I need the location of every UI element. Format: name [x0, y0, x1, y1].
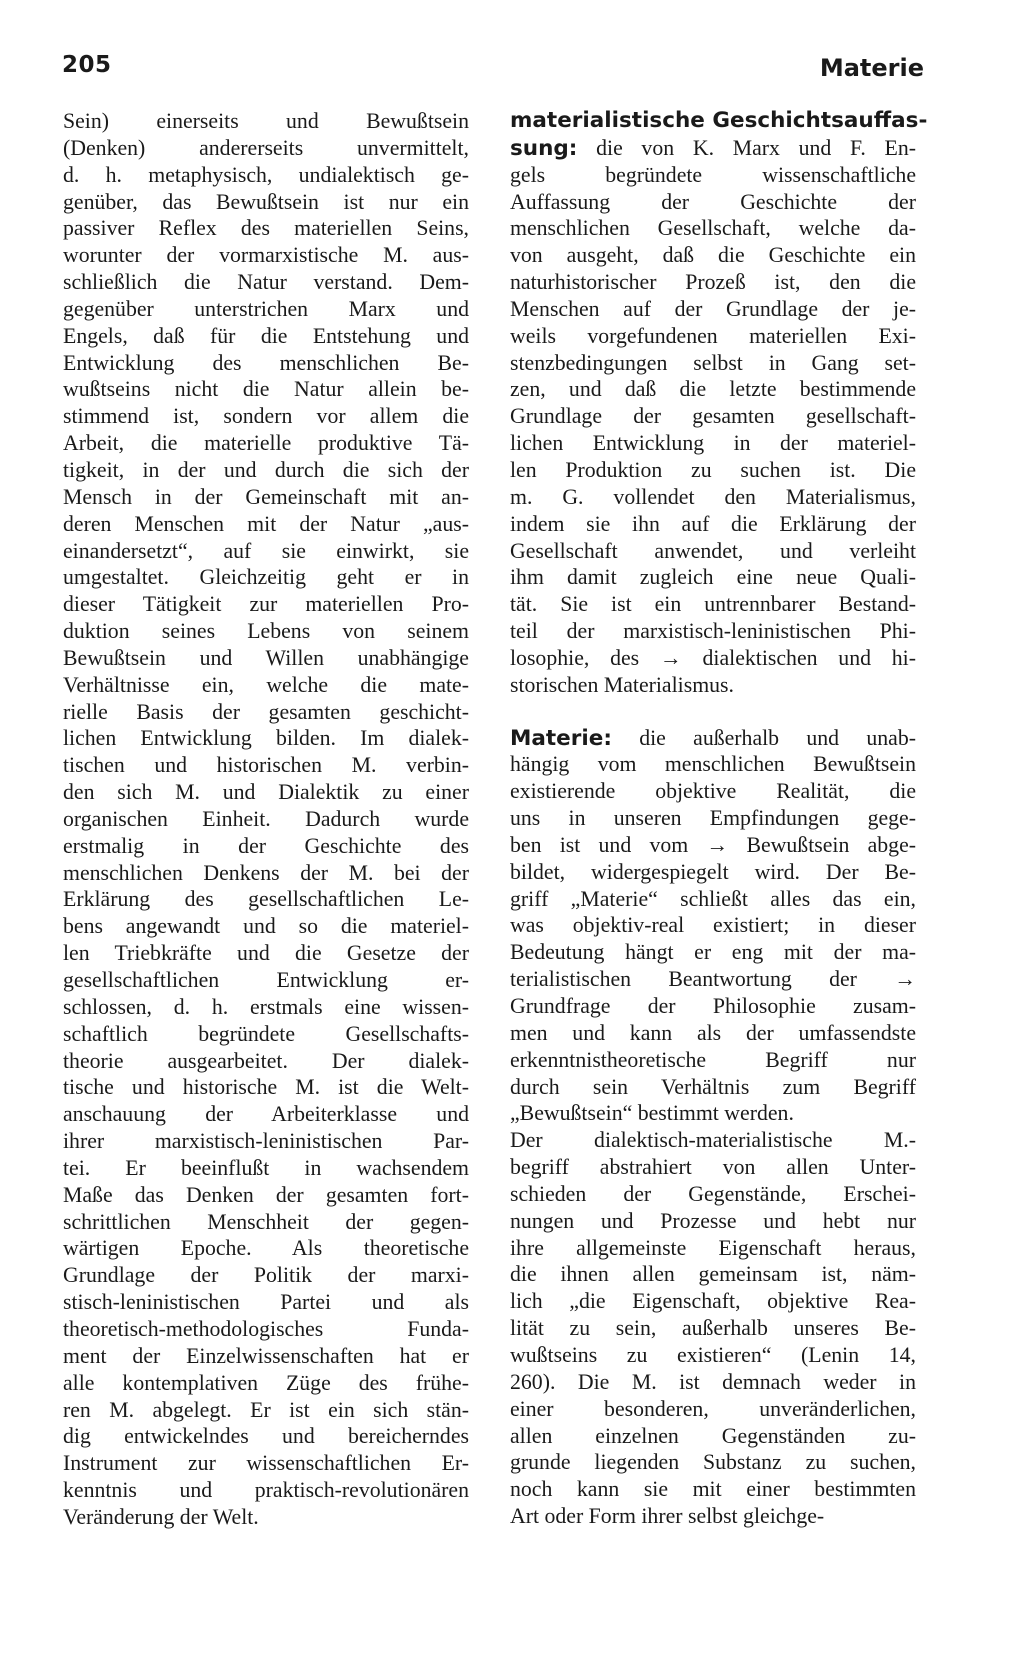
text-line: Art oder Form ihrer selbst gleichge- [510, 1504, 825, 1529]
text-line: stisch-leninistischen Partei und als [63, 1290, 469, 1315]
text-line: erstmalig in der Geschichte des [63, 833, 469, 858]
text-line: storischen Materialismus. [510, 672, 734, 697]
text-line: erkenntnistheoretische Begriff nur [510, 1047, 916, 1072]
text-line: menschlichen Denkens der M. bei der [63, 860, 469, 885]
text-line: noch kann sie mit einer bestimmten [510, 1477, 916, 1502]
text-line: tische und historische M. ist die Welt- [63, 1075, 469, 1100]
text-line: Bewußtsein und Willen unabhängige [63, 645, 469, 670]
text-line: tigkeit, in der und durch die sich der [63, 457, 469, 482]
text-line: anschauung der Arbeiterklasse und [63, 1102, 469, 1127]
text-line: duktion seines Lebens von seinem [63, 619, 469, 644]
left-column [63, 108, 469, 1531]
text-line: men und kann als der umfassendste [510, 1020, 916, 1045]
text-line: schrittlichen Menschheit der gegen- [63, 1209, 469, 1234]
text-line: was objektiv-real existiert; in dieser [510, 913, 916, 938]
text-line: weils vorgefundenen materiellen Exi- [510, 323, 916, 348]
text-line: menschlichen Gesellschaft, welche da- [510, 216, 916, 241]
text-line: Maße das Denken der gesamten fort- [63, 1182, 469, 1207]
text-line: existierende objektive Realität, die [510, 779, 916, 804]
text-line: Gesellschaft anwendet, und verleiht [510, 538, 916, 563]
text-line: Grundlage der Politik der marxi- [63, 1263, 469, 1288]
right-column [510, 108, 928, 1530]
text-line: m. G. vollendet den Materialismus, [510, 484, 916, 509]
text-line: schließlich die Natur verstand. Dem- [63, 270, 469, 295]
text-line: nungen und Prozesse und hebt nur [510, 1208, 916, 1233]
text-line: theoretisch-methodologisches Funda- [63, 1316, 469, 1341]
headword: Materie: [510, 725, 612, 751]
page-number: 205 [62, 52, 112, 78]
text-line: tischen und historischen M. verbin- [63, 753, 469, 778]
text-line: uns in unseren Empfindungen gege- [510, 806, 916, 831]
text-line: (Denken) andererseits unvermittelt, [63, 135, 469, 160]
text-line: len Produktion zu suchen ist. Die [510, 457, 916, 482]
entry-body [510, 751, 916, 1529]
text-line: tät. Sie ist ein untrennbarer Bestand- [510, 592, 916, 617]
text-line: bens angewandt und so die materiel- [63, 914, 469, 939]
text-line: lichen Entwicklung bilden. Im dialek- [63, 726, 469, 751]
text-line: Grundlage der gesamten gesellschaft- [510, 404, 916, 429]
text-line: von ausgeht, daß die Geschichte ein [510, 243, 916, 268]
text-line: kenntnis und praktisch-revolutionären [63, 1478, 469, 1503]
text-line: rielle Basis der gesamten geschicht- [63, 699, 469, 724]
text-line: naturhistorischer Prozeß ist, den die [510, 270, 916, 295]
text-line: die ihnen allen gemeinsam ist, näm- [510, 1262, 916, 1287]
entry-materie [510, 725, 916, 1530]
text-line: stenzbedingungen selbst in Gang set- [510, 350, 916, 375]
text-line: ihm damit zugleich eine neue Quali- [510, 565, 916, 590]
text-line: worunter der vormarxistische M. aus- [63, 243, 469, 268]
text-line: Verhältnisse ein, welche die mate- [63, 672, 469, 697]
text-line: Entwicklung des menschlichen Be- [63, 350, 469, 375]
text-line: dieser Tätigkeit zur materiellen Pro- [63, 592, 469, 617]
text-line: ihre allgemeinste Eigenschaft heraus, [510, 1235, 916, 1260]
text-line: alle kontemplativen Züge des frühe- [63, 1370, 469, 1395]
text-line: griff „Materie“ schließt alles das ein, [510, 886, 916, 911]
text-line: 260). Die M. ist demnach weder in [510, 1369, 916, 1394]
text-line: passiver Reflex des materiellen Seins, [63, 216, 469, 241]
text-line: schieden der Gegenstände, Erschei- [510, 1181, 916, 1206]
text-line: einer besonderen, unveränderlichen, [510, 1396, 916, 1421]
text-fragment: die von K. Marx und F. En- [596, 135, 916, 160]
text-line: len Triebkräfte und die Gesetze der [63, 941, 469, 966]
text-line: gesellschaftlichen Entwicklung er- [63, 968, 469, 992]
text-line: indem sie ihn auf die Erklärung der [510, 511, 916, 536]
text-line: durch sein Verhältnis zum Begriff [510, 1074, 916, 1099]
text-line: dig entwickelndes und bereicherndes [63, 1424, 469, 1449]
entry-body [510, 162, 916, 699]
text-line: tei. Er beeinflußt in wachsendem [63, 1155, 469, 1180]
text-line: schaftlich begründete Gesellschafts- [63, 1021, 469, 1046]
text-line: hängig vom menschlichen Bewußtsein [510, 752, 916, 777]
headword: sung: [510, 135, 578, 161]
text-line: allen einzelnen Gegenständen zu- [510, 1423, 916, 1448]
text-line: wußtseins zu existieren“ (Lenin 14, [510, 1342, 916, 1367]
text-line: Menschen auf der Grundlage der je- [510, 296, 916, 321]
text-line: lität zu sein, außerhalb unseres Be- [510, 1316, 916, 1341]
text-line: den sich M. und Dialektik zu einer [63, 780, 469, 805]
text-line: Bedeutung hängt er eng mit der ma- [510, 940, 916, 965]
text-line: „Bewußtsein“ bestimmt werden. [510, 1101, 794, 1126]
text-line: d. h. metaphysisch, undialektisch ge- [63, 162, 469, 187]
text-line: Auffassung der Geschichte der [510, 189, 916, 214]
text-line: Veränderung der Welt. [63, 1504, 259, 1529]
text-line: Sein) einerseits und Bewußtsein [63, 109, 469, 133]
text-line: losophie, des → dialektischen und hi- [510, 645, 916, 670]
text-line: ben ist und vom → Bewußtsein abge- [510, 832, 916, 857]
text-line: gels begründete wissenschaftliche [510, 162, 916, 187]
text-line: genüber, das Bewußtsein ist nur ein [63, 189, 469, 214]
text-line: einandersetzt“, auf sie einwirkt, sie [63, 538, 469, 563]
text-line: ment der Einzelwissenschaften hat er [63, 1343, 469, 1368]
text-line: theorie ausgearbeitet. Der dialek- [63, 1048, 469, 1073]
text-line: Instrument zur wissenschaftlichen Er- [63, 1451, 469, 1476]
text-line: gegenüber unterstrichen Marx und [63, 296, 469, 321]
text-line: wärtigen Epoche. Als theoretische [63, 1236, 469, 1261]
text-line [510, 725, 916, 752]
text-line: zen, und daß die letzte bestimmende [510, 377, 916, 402]
text-line: organischen Einheit. Dadurch wurde [63, 806, 469, 831]
text-line: begriff abstrahiert von allen Unter- [510, 1155, 916, 1180]
text-line [510, 135, 916, 162]
text-line: schlossen, d. h. erstmals eine wissen- [63, 994, 469, 1019]
text-line: ihrer marxistisch-leninistischen Par- [63, 1129, 469, 1154]
running-head: Materie [819, 54, 924, 82]
text-line: teil der marxistisch-leninistischen Phi- [510, 619, 916, 644]
text-line: stimmend ist, sondern vor allem die [63, 404, 469, 429]
text-line: grunde liegenden Substanz zu suchen, [510, 1450, 916, 1475]
text-line: Grundfrage der Philosophie zusam- [510, 994, 916, 1018]
text-line: Mensch in der Gemeinschaft mit an- [63, 484, 469, 509]
text-line: Arbeit, die materielle produktive Tä- [63, 431, 469, 456]
text-line: lichen Entwicklung in der materiel- [510, 431, 916, 456]
text-line: ren M. abgelegt. Er ist ein sich stän- [63, 1397, 469, 1422]
text-line: Erklärung des gesellschaftlichen Le- [63, 887, 469, 912]
text-line: wußtseins nicht die Natur allein be- [63, 377, 469, 402]
entry-materialistische-geschichtsauffassung [510, 108, 928, 699]
headword: materialistische Geschichtsauffas- [510, 108, 928, 133]
text-line: umgestaltet. Gleichzeitig geht er in [63, 565, 469, 590]
text-fragment: die außerhalb und unab- [639, 725, 916, 750]
text-line: terialistischen Beantwortung der → [510, 967, 916, 992]
text-line: Der dialektisch-materialistische M.- [510, 1128, 916, 1153]
text-line: bildet, widergespiegelt wird. Der Be- [510, 859, 916, 884]
text-line: deren Menschen mit der Natur „aus- [63, 511, 469, 536]
text-line: Engels, daß für die Entstehung und [63, 323, 469, 348]
text-line: lich „die Eigenschaft, objektive Rea- [510, 1289, 916, 1314]
